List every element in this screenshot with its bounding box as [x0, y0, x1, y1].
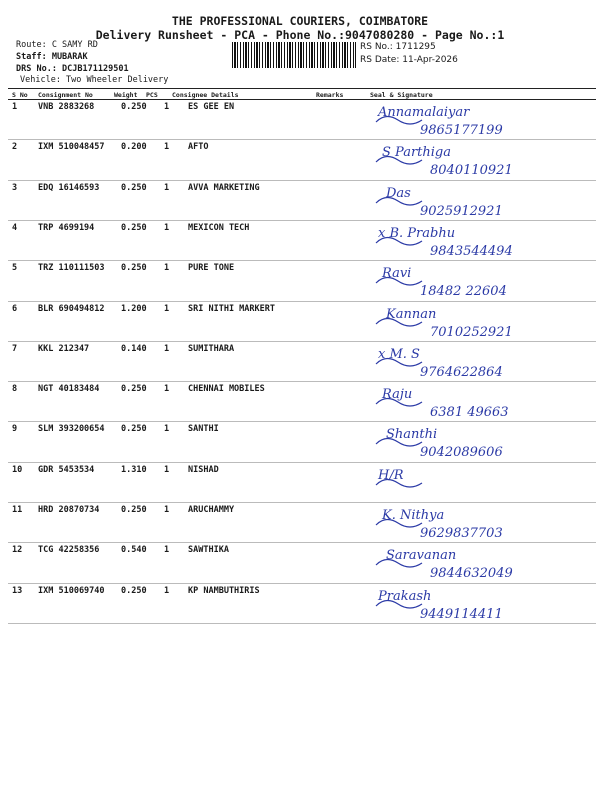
row-weight: 1.200: [121, 303, 147, 314]
row-consignment-number: HRD 20870734: [38, 505, 100, 515]
signature-name: Prakash: [378, 588, 432, 604]
row-sno: 9: [12, 424, 18, 435]
row-consignee: CHENNAI MOBILES: [188, 384, 265, 395]
signature-name: Kannan: [386, 306, 437, 322]
handwritten-signature: [370, 304, 595, 344]
signature-name: Das: [386, 185, 411, 201]
row-weight: 0.200: [121, 142, 147, 153]
row-weight: 1.310: [121, 464, 147, 475]
handwritten-signature: [370, 183, 595, 223]
row-weight: 0.250: [121, 505, 147, 515]
signature-name: Raju: [382, 387, 413, 403]
row-consignee: PURE TONE: [188, 263, 235, 274]
row-consignment-number: NGT 40183484: [38, 384, 100, 395]
row-consignee: KP NAMBUTHIRIS: [188, 585, 260, 596]
row-weight: 0.250: [121, 384, 147, 395]
signature-name: S Parthiga: [382, 145, 451, 161]
handwritten-signature: [370, 545, 595, 585]
row-sno: 7: [12, 343, 18, 354]
row-sno: 3: [12, 182, 18, 193]
document-subtitle: Delivery Runsheet - PCA - Phone No.:9047080280 - Page No.:1: [95, 28, 505, 42]
signature-name: Saravanan: [386, 548, 457, 564]
row-pcs: 1: [164, 545, 170, 556]
staff-text: Staff: MUBARAK: [16, 52, 88, 62]
row-pcs: 1: [164, 384, 170, 395]
signature-phone: 9042089606: [420, 445, 503, 461]
row-weight: 0.250: [121, 102, 147, 112]
col-seal-signature: Seal & Signature: [370, 91, 433, 99]
row-consignee: SUMITHARA: [188, 343, 235, 354]
barcode-image: [232, 42, 356, 68]
col-weight: Weight: [114, 91, 138, 99]
row-pcs: 1: [164, 182, 170, 193]
row-consignment-number: KKL 212347: [38, 343, 90, 354]
row-divider: [8, 139, 596, 140]
row-pcs: 1: [164, 505, 170, 515]
row-sno: 12: [12, 545, 23, 556]
row-sno: 4: [12, 222, 18, 233]
row-divider: [8, 180, 596, 181]
signature-name: x B. Prabhu: [378, 225, 456, 241]
row-weight: 0.250: [121, 263, 147, 274]
row-weight: 0.250: [121, 222, 147, 233]
row-consignee: AVVA MARKETING: [188, 182, 260, 193]
handwritten-signature: [370, 142, 595, 182]
row-pcs: 1: [164, 142, 170, 153]
row-pcs: 1: [164, 102, 170, 112]
row-consignment-number: GDR 5453534: [38, 464, 95, 475]
signature-name: Annamalaiyar: [378, 105, 470, 120]
signature-name: x M. S: [378, 346, 420, 362]
row-consignment-number: EDQ 16146593: [38, 182, 100, 193]
handwritten-signature: [370, 344, 595, 384]
row-consignment-number: TCG 42258356: [38, 545, 100, 556]
row-divider: [8, 421, 596, 422]
row-divider: [8, 583, 596, 584]
handwritten-signature: [370, 586, 595, 626]
row-consignee: NISHAD: [188, 464, 219, 475]
row-consignee: SRI NITHI MARKERT: [188, 303, 275, 314]
signature-phone: 18482 22604: [420, 284, 507, 300]
row-pcs: 1: [164, 222, 170, 233]
row-weight: 0.250: [121, 182, 147, 193]
handwritten-signature: [370, 263, 595, 303]
handwritten-signature: [370, 505, 595, 545]
row-consignment-number: TRZ 110111503: [38, 263, 105, 274]
signature-phone: 9025912921: [420, 203, 503, 219]
handwritten-signature: [370, 223, 595, 263]
col-pcs: PCS: [146, 91, 158, 99]
signature-phone: 7010252921: [430, 324, 513, 340]
header-rule-bottom: [8, 99, 596, 100]
row-weight: 0.250: [121, 585, 147, 596]
row-divider: [8, 260, 596, 261]
rs-number: RS No.: 1711295: [360, 42, 436, 52]
row-consignment-number: IXM 510069740: [38, 585, 105, 596]
row-consignment-number: TRP 4699194: [38, 222, 95, 233]
row-consignee: MEXICON TECH: [188, 222, 250, 233]
signature-phone: 9764622864: [420, 364, 503, 380]
route-text: Route: C SAMY RD: [16, 40, 98, 50]
row-weight: 0.140: [121, 343, 147, 354]
row-consignee: SANTHI: [188, 424, 219, 435]
row-divider: [8, 502, 596, 503]
row-weight: 0.250: [121, 424, 147, 435]
row-divider: [8, 623, 596, 624]
row-divider: [8, 381, 596, 382]
row-divider: [8, 301, 596, 302]
header-rule-top: [8, 88, 596, 89]
row-consignee: ARUCHAMMY: [188, 505, 235, 515]
signature-phone: 9865177199: [420, 123, 503, 138]
row-sno: 5: [12, 263, 18, 274]
row-consignee: AFTO: [188, 142, 209, 153]
signature-name: Shanthi: [386, 427, 438, 443]
row-sno: 13: [12, 585, 23, 596]
col-sno: S No: [12, 91, 28, 99]
signature-phone: 9629837703: [420, 526, 503, 541]
row-sno: 10: [12, 464, 23, 475]
row-sno: 6: [12, 303, 18, 314]
signature-name: K. Nithya: [382, 508, 445, 523]
row-pcs: 1: [164, 303, 170, 314]
handwritten-signature: [370, 102, 595, 142]
row-divider: [8, 542, 596, 543]
handwritten-signature: [370, 465, 595, 505]
row-pcs: 1: [164, 424, 170, 435]
signature-phone: 9449114411: [420, 606, 503, 622]
row-pcs: 1: [164, 343, 170, 354]
handwritten-signature: [370, 384, 595, 424]
row-consignee: ES GEE EN: [188, 102, 235, 112]
document-title: THE PROFESSIONAL COURIERS, COIMBATORE: [171, 14, 429, 28]
signature-phone: 6381 49663: [430, 405, 509, 421]
handwritten-signature: [370, 424, 595, 464]
row-sno: 1: [12, 102, 18, 112]
rs-date: RS Date: 11-Apr-2026: [360, 55, 458, 65]
vehicle-text: Vehicle: Two Wheeler Delivery: [20, 75, 169, 85]
row-pcs: 1: [164, 263, 170, 274]
row-consignment-number: BLR 690494812: [38, 303, 105, 314]
row-pcs: 1: [164, 585, 170, 596]
row-sno: 8: [12, 384, 18, 395]
signature-phone: 9843544494: [430, 243, 513, 259]
row-consignee: SAWTHIKA: [188, 545, 229, 556]
row-divider: [8, 462, 596, 463]
col-consignment: Consignment No: [38, 91, 93, 99]
row-divider: [8, 220, 596, 221]
row-consignment-number: SLM 393200654: [38, 424, 105, 435]
row-consignment-number: VNB 2883268: [38, 102, 95, 112]
row-divider: [8, 341, 596, 342]
row-consignment-number: IXM 510048457: [38, 142, 105, 153]
row-sno: 11: [12, 505, 23, 515]
col-remarks: Remarks: [316, 91, 344, 99]
signature-phone: 8040110921: [430, 163, 513, 179]
signature-name: Ravi: [382, 266, 412, 282]
signature-phone: 9844632049: [430, 566, 513, 582]
signature-name: H/R: [378, 467, 404, 483]
row-sno: 2: [12, 142, 18, 153]
row-weight: 0.540: [121, 545, 147, 556]
row-pcs: 1: [164, 464, 170, 475]
col-consignee: Consignee Details: [172, 91, 239, 99]
drs-number: DRS No.: DCJB171129501: [16, 64, 129, 74]
